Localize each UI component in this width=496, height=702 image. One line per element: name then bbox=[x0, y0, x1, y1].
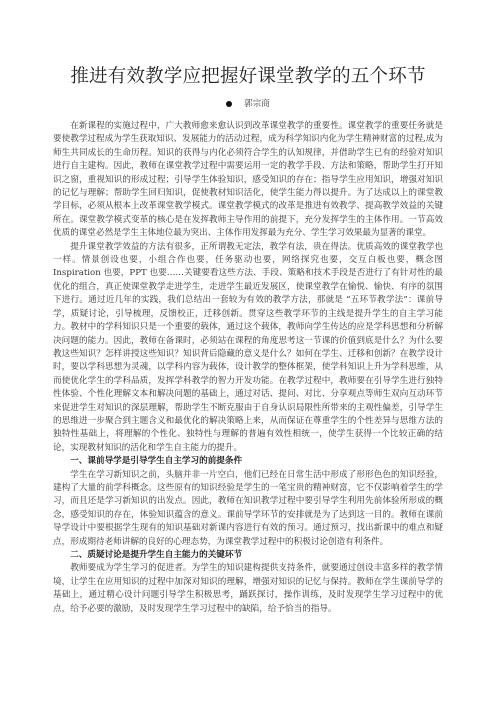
bullet-icon bbox=[226, 101, 232, 107]
article-body bbox=[53, 120, 443, 616]
article-title: 推进有效教学应把握好课堂教学的五个环节 bbox=[70, 66, 426, 87]
paragraph-methods: 提升课堂教学效益的方法有很多，正所谓教无定法，教学有法，贵在得法。优质高效的课堂教学也一样。情景创设也要，小组合作也要，任务驱动也要，网络探究也要，交互白板也要，概念图 Inspiration 也要，PPT 也要……关键要看这些方法、手段、策略和技术手段是否进行了有针对性的最优化的组合，真正使课堂教学走进学生，走进学生最近发展区，使课堂教学在愉悦、愉快、有序的氛围下进行。通过近几年的实践，我们总结出一套较为有效的教学方法，那就是 “五环节教学法”：课前导学，质疑讨论，引导梳理，反馈校正，迁移创新。贯穿这些教学环节的主线是提升学生的自主学习能力。教材中的学科知识只是一个重要的载体，通过这个载体，教师向学生传达的应是学科思想和分析解决问题的能力。因此，教师在备课时，必须站在课程的角度思考这一节课的价值到底是什么？为什么要教这些知识？怎样讲授这些知识？知识背后隐藏的意义是什么？如何在学生、迁移和创新？在教学设计时，要以学科思想为灵魂，以学科内容为载体，设计教学的整体框架，使学科知识上升为学科思维，从而使优化学生的学科品质，发挥学科教学的智力开发功能。在教学过程中，教师要在引导学生进行独特性体验、个性化理解文本和解决问题的基础上，通过对话、提问、对比、分享观点等师生双向互动环节来促进学生对知识的深层理解，帮助学生不断克服由于自身认识局限性所带来的主观性偏差，引导学生的思维进一步聚合到主题含义和最优化的解决策略上来，从而保证在尊重学生的个性差异与思维方法的独特性基础上，将理解的个性化、独特性与理解的普遍有效性相统一，使学生获得一个比较正确的结论，实现教材知识的活化和学生自主能力的提升。 bbox=[53, 241, 443, 453]
author-line bbox=[53, 97, 443, 109]
section-heading-2: 二、质疑讨论是提升学生自主能力的关键环节 bbox=[70, 550, 243, 560]
section-heading-1: 一、课前导学是引导学生自主学习的前提条件 bbox=[70, 456, 243, 467]
author-name: 郭宗商 bbox=[244, 99, 270, 109]
paragraph-section-2: 教师要成为学生学习的促进者。为学生的知识建构提供支持条件，就要通过创设丰富多样的教学情境，让学生在应用知识的过程中加深对知识的理解，增强对知识的记忆与保持。教师在学生课前导学的基础上，通过精心设计问题引导学生积极思考，踊跃探讨，操作训练，及时发现学生学习过程中的优点，给予必要的激励，及时发现学生学习过程中的缺陷，给予恰当的指导。 bbox=[53, 563, 443, 614]
paragraph-intro: 在新课程的实施过程中，广大教师愈来愈认识到改革课堂教学的重要性。课堂教学的重要任务就是要使教学过程成为学生获取知识、发展能力的活动过程，成为科学知识内化为学生精神财富的过程,成为师生共同成长的生命历程。知识的获得与内化必须符合学生的认知规律，并借助学生已有的经验对知识进行自主建构。因此，教师在课堂教学过程中需要运用一定的教学手段、方法和策略，帮助学生打开知识之窗，重视知识的形成过程；引导学生体验知识，感受知识的存在；指导学生应用知识，增强对知识的记忆与理解；帮助学生回归知识，促使教材知识活化，使学生能力得以提升。为了达成以上的课堂教学目标，必须从根本上改革课堂教学模式。课堂教学模式的改革是推进有效教学、提高教学效益的关键所在。课堂教学模式变革的核心是在发挥教师主导作用的前提下，充分发挥学生的主体作用。一节高效优质的课堂必然是学生主体地位最为突出、主体作用发挥最为充分、学生学习效果最为显著的课堂。 bbox=[53, 121, 443, 239]
paragraph-section-1: 学生在学习新知识之前，头脑并非一片空白，他们已经在日常生活中形成了形形色色的知识经验，建构了大量的前学科概念。这些原有的知识经验是学生的一笔宝贵的精神财富，它不仅影响着学生的学习，而且还是学习新知识的出发点。因此，教师在知识教学过程中要引导学生利用先前体验所形成的概念，感受知识的存在，体验知识蕴含的意义。课前导学环节的安排就是为了达到这一目的。教师在课前导学设计中要根据学生现有的知识基础对新课内容进行有效的预习。通过预习，找出新课中的难点和疑点，形成期待老师讲解的良好的心理态势，为课堂教学过程中的积极讨论创造有利条件。 bbox=[53, 469, 443, 547]
